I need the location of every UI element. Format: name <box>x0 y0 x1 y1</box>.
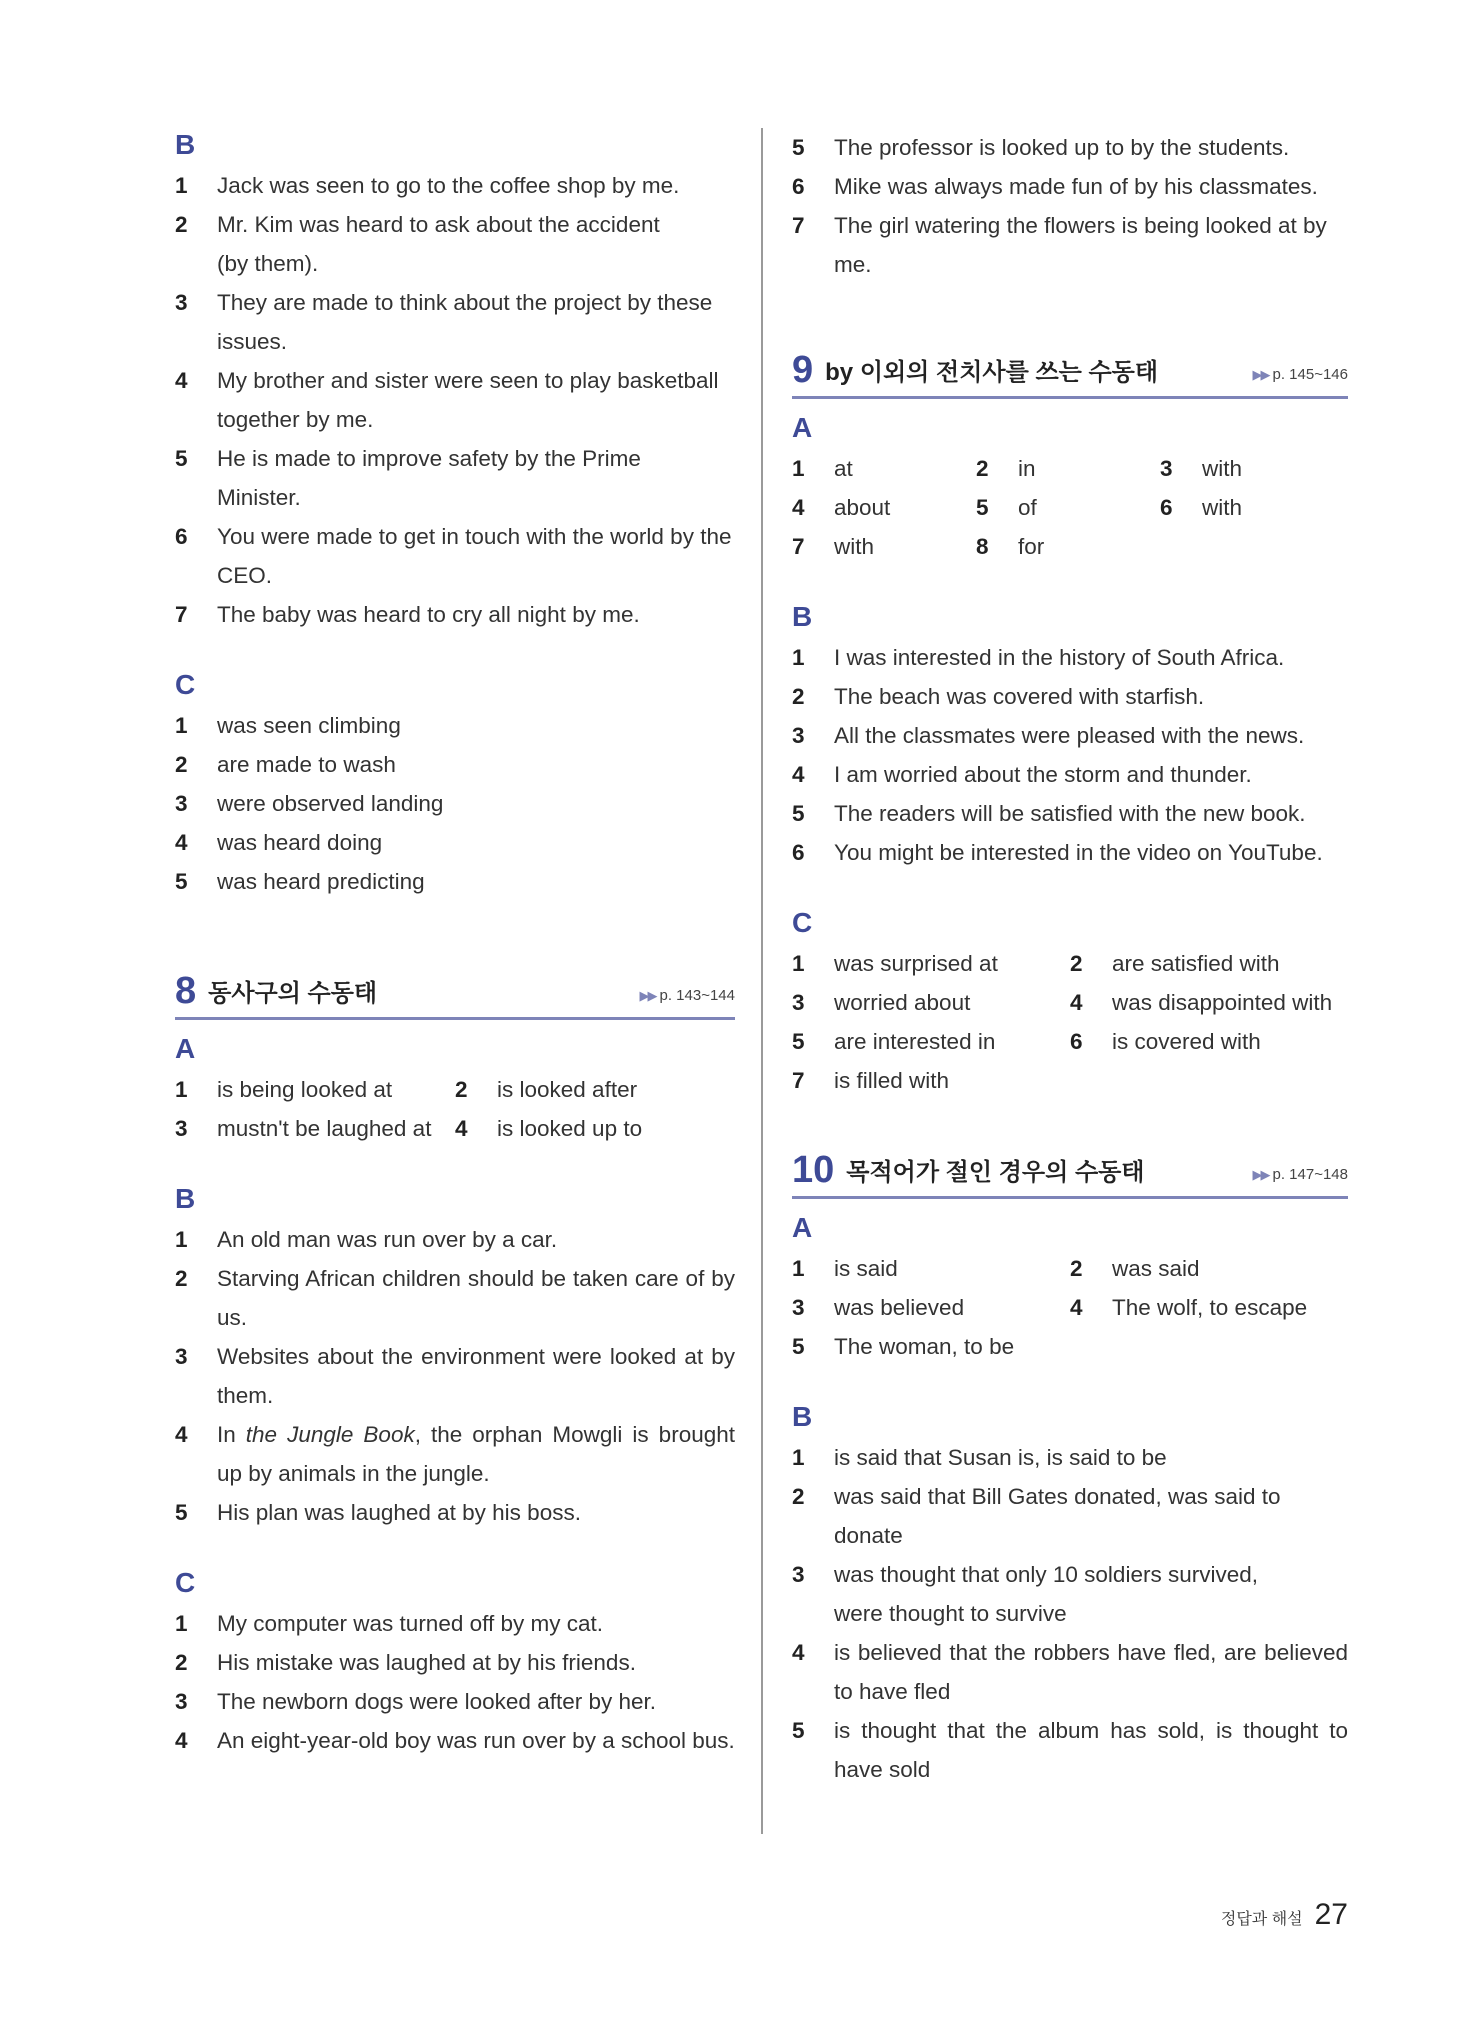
item-number: 3 <box>175 1689 188 1714</box>
item-number: 3 <box>175 1116 188 1141</box>
item-number: 2 <box>792 1484 805 1509</box>
chapter-number: 10 <box>792 1149 835 1191</box>
spacer <box>792 1366 1348 1400</box>
item-number: 5 <box>792 135 805 160</box>
footer-label: 정답과 해설 <box>1220 1911 1303 1928</box>
chapter-8-section-b <box>175 1182 735 1532</box>
item-number: 5 <box>175 869 188 894</box>
item-text: of <box>1018 495 1037 520</box>
item-number: 3 <box>792 723 805 748</box>
list-item <box>175 205 735 283</box>
list-item <box>175 1682 735 1721</box>
list-item <box>175 1493 735 1532</box>
item-text: is said <box>834 1256 898 1281</box>
spacer <box>792 872 1348 906</box>
item-number: 2 <box>792 684 805 709</box>
chapter-title: 목적어가 절인 경우의 수동태 <box>846 1159 1145 1186</box>
section-letter: A <box>792 412 813 443</box>
item-number: 2 <box>175 212 188 237</box>
item-text: My brother and sister were seen to play basketball together by me. <box>217 368 719 432</box>
chapter-8-section-a <box>175 1032 735 1148</box>
item-number: 3 <box>175 791 188 816</box>
left-column <box>175 128 735 1760</box>
list-item <box>175 1643 735 1682</box>
list-item <box>792 1711 1348 1789</box>
item-number: 4 <box>792 762 805 787</box>
grid-item <box>792 944 1070 983</box>
item-number: 6 <box>792 174 805 199</box>
item-number: 3 <box>792 990 805 1015</box>
list-item <box>175 1259 735 1337</box>
item-number: 1 <box>792 1256 805 1281</box>
list-item <box>175 1415 735 1493</box>
item-text: was thought that only 10 soldiers survived, were thought to survive <box>834 1562 1258 1626</box>
page-reference <box>1253 1160 1349 1190</box>
double-arrow-icon: ▶▶ <box>1252 1167 1269 1182</box>
list-item <box>175 784 735 823</box>
page-reference <box>1253 360 1349 390</box>
grid-item <box>175 1070 455 1109</box>
item-text: The wolf, to escape <box>1112 1295 1308 1320</box>
item-number: 5 <box>976 495 989 520</box>
item-text-post: , the orphan Mowgli is brought up by animals in the jungle. <box>217 1422 735 1486</box>
item-text-pre: In <box>217 1422 246 1447</box>
section-letter: A <box>175 1033 196 1064</box>
item-number: 3 <box>175 290 188 315</box>
item-text: Mr. Kim was heard to ask about the accident (by them). <box>217 212 660 276</box>
chapter-number: 9 <box>792 349 814 391</box>
item-text: The woman, to be <box>834 1334 1015 1359</box>
item-number: 5 <box>792 1029 805 1054</box>
page-reference-text: p. 145~146 <box>1272 366 1348 383</box>
page-reference-text: p. 147~148 <box>1272 1166 1348 1183</box>
item-number: 1 <box>792 951 805 976</box>
answer-grid <box>792 449 1348 566</box>
item-text: All the classmates were pleased with the news. <box>834 723 1305 748</box>
section-letter: C <box>175 669 196 700</box>
item-number: 2 <box>455 1077 468 1102</box>
right-column <box>792 128 1348 1789</box>
item-text: were observed landing <box>217 791 444 816</box>
item-number: 2 <box>175 1650 188 1675</box>
chapter-10-header <box>792 1150 1348 1199</box>
item-text: for <box>1018 534 1045 559</box>
grid-item <box>1070 983 1348 1022</box>
item-number: 5 <box>175 446 188 471</box>
list-item <box>175 862 735 901</box>
answer-grid <box>175 1070 735 1148</box>
item-number: 1 <box>175 1077 188 1102</box>
item-text: was disappointed with <box>1112 990 1333 1015</box>
item-text: was heard doing <box>217 830 383 855</box>
chapter-title: by 이외의 전치사를 쓰는 수동태 <box>825 359 1159 386</box>
page-number: 27 <box>1314 1898 1348 1931</box>
list-item <box>175 1604 735 1643</box>
list-item <box>792 1477 1348 1555</box>
item-number: 4 <box>792 1640 805 1665</box>
item-number: 1 <box>175 713 188 738</box>
item-text: are interested in <box>834 1029 996 1054</box>
double-arrow-icon: ▶▶ <box>1252 367 1269 382</box>
list-item <box>792 167 1348 206</box>
item-text: Starving African children should be taken care of by us. <box>217 1266 735 1330</box>
item-number: 7 <box>792 213 805 238</box>
item-number: 5 <box>792 1718 805 1743</box>
item-number: 5 <box>175 1500 188 1525</box>
grid-item <box>976 488 1160 527</box>
item-text: was said that Bill Gates donated, was said to donate <box>834 1484 1281 1548</box>
item-text: An old man was run over by a car. <box>217 1227 558 1252</box>
item-number: 3 <box>792 1295 805 1320</box>
grid-item <box>792 449 976 488</box>
grid-item <box>175 1109 455 1148</box>
chapter-title: 동사구의 수동태 <box>208 980 378 1007</box>
item-text: He is made to improve safety by the Prime Minister. <box>217 446 641 510</box>
item-text: My computer was turned off by my cat. <box>217 1611 603 1636</box>
item-text: is believed that the robbers have fled, are believed to have fled <box>834 1640 1348 1704</box>
item-text: The girl watering the flowers is being looked at by me. <box>834 213 1327 277</box>
grid-item <box>792 1288 1070 1327</box>
item-text: I am worried about the storm and thunder. <box>834 762 1252 787</box>
page-reference <box>640 981 736 1011</box>
item-text: Mike was always made fun of by his classmates. <box>834 174 1318 199</box>
item-number: 3 <box>175 1344 188 1369</box>
item-text: is covered with <box>1112 1029 1261 1054</box>
page-reference-text: p. 143~144 <box>659 987 735 1004</box>
grid-item <box>792 1249 1070 1288</box>
item-text: His plan was laughed at by his boss. <box>217 1500 581 1525</box>
item-text: The readers will be satisfied with the new book. <box>834 801 1306 826</box>
section-letter: B <box>792 1401 813 1432</box>
section-letter: B <box>792 601 813 632</box>
item-text: An eight-year-old boy was run over by a school bus. <box>217 1728 735 1753</box>
item-number: 4 <box>1070 990 1083 1015</box>
item-text: is filled with <box>834 1068 950 1093</box>
item-number: 6 <box>175 524 188 549</box>
item-text: with <box>1202 495 1243 520</box>
chapter-9-section-b <box>792 600 1348 872</box>
item-text: are satisfied with <box>1112 951 1280 976</box>
list-item <box>175 1721 735 1760</box>
item-text: The baby was heard to cry all night by me. <box>217 602 640 627</box>
answer-grid <box>792 944 1348 1100</box>
column-divider <box>761 128 763 1834</box>
item-number: 2 <box>1070 1256 1083 1281</box>
item-text: was believed <box>834 1295 965 1320</box>
item-text: with <box>1202 456 1243 481</box>
item-text: was said <box>1112 1256 1200 1281</box>
item-text: is looked up to <box>497 1116 643 1141</box>
item-number: 4 <box>175 1728 188 1753</box>
spacer <box>175 1532 735 1566</box>
section-c <box>175 668 735 901</box>
item-text: was seen climbing <box>217 713 401 738</box>
list-item <box>175 1337 735 1415</box>
spacer <box>792 1100 1348 1150</box>
list-item <box>175 823 735 862</box>
list-item <box>792 206 1348 284</box>
list-item <box>175 1220 735 1259</box>
grid-item <box>1160 488 1348 527</box>
item-text: are made to wash <box>217 752 396 777</box>
chapter-8-section-c <box>175 1566 735 1760</box>
item-number: 4 <box>455 1116 468 1141</box>
item-text: I was interested in the history of South Africa. <box>834 645 1285 670</box>
item-number: 6 <box>792 840 805 865</box>
section-b <box>175 128 735 634</box>
grid-item <box>1070 1249 1348 1288</box>
list-item <box>175 517 735 595</box>
section-letter: C <box>792 907 813 938</box>
double-arrow-icon: ▶▶ <box>639 988 656 1003</box>
list-item <box>792 1438 1348 1477</box>
item-number: 6 <box>1160 495 1173 520</box>
item-number: 2 <box>175 752 188 777</box>
section-letter: B <box>175 129 196 160</box>
spacer <box>175 901 735 971</box>
item-number: 6 <box>1070 1029 1083 1054</box>
item-text: They are made to think about the project by these issues. <box>217 290 713 354</box>
item-text: Websites about the environment were looked at by them. <box>217 1344 735 1408</box>
list-item <box>792 755 1348 794</box>
list-item <box>175 283 735 361</box>
item-number: 1 <box>175 173 188 198</box>
chapter-9-section-c <box>792 906 1348 1100</box>
item-text: His mistake was laughed at by his friends. <box>217 1650 636 1675</box>
list-item <box>792 833 1348 872</box>
grid-item <box>455 1070 735 1109</box>
item-text: is looked after <box>497 1077 638 1102</box>
item-text: about <box>834 495 891 520</box>
grid-item <box>976 527 1160 566</box>
item-number: 4 <box>175 830 188 855</box>
item-text: You might be interested in the video on YouTube. <box>834 840 1323 865</box>
item-text: worried about <box>834 990 971 1015</box>
grid-item <box>792 1327 1070 1366</box>
section-letter: C <box>175 1567 196 1598</box>
list-item <box>175 706 735 745</box>
item-number: 7 <box>175 602 188 627</box>
item-text: with <box>834 534 875 559</box>
item-number: 2 <box>976 456 989 481</box>
list-item <box>175 595 735 634</box>
item-number: 1 <box>175 1611 188 1636</box>
list-item <box>175 439 735 517</box>
item-number: 1 <box>792 645 805 670</box>
item-text: in <box>1018 456 1036 481</box>
grid-item <box>1070 1288 1348 1327</box>
item-number: 5 <box>792 1334 805 1359</box>
spacer <box>175 1148 735 1182</box>
section-letter: B <box>175 1183 196 1214</box>
grid-item <box>1070 944 1348 983</box>
item-number: 1 <box>792 456 805 481</box>
book-title: the Jungle Book <box>245 1422 415 1447</box>
chapter-number: 8 <box>175 970 197 1012</box>
list-item <box>792 677 1348 716</box>
item-number: 2 <box>1070 951 1083 976</box>
chapter-10-section-b <box>792 1400 1348 1789</box>
item-number: 2 <box>175 1266 188 1291</box>
list-item <box>792 638 1348 677</box>
grid-item <box>1070 1022 1348 1061</box>
grid-item <box>792 1022 1070 1061</box>
grid-item <box>792 527 976 566</box>
section-letter: A <box>792 1212 813 1243</box>
spacer <box>792 566 1348 600</box>
item-number: 4 <box>175 1422 188 1447</box>
chapter-9-header <box>792 350 1348 399</box>
list-item <box>792 128 1348 167</box>
item-text: The newborn dogs were looked after by her. <box>217 1689 657 1714</box>
grid-item <box>1160 449 1348 488</box>
item-text: You were made to get in touch with the world by the CEO. <box>217 524 732 588</box>
item-text: The professor is looked up to by the students. <box>834 135 1290 160</box>
item-number: 5 <box>792 801 805 826</box>
chapter-8-header <box>175 971 735 1020</box>
list-item <box>175 166 735 205</box>
item-text: was heard predicting <box>217 869 425 894</box>
spacer <box>175 634 735 668</box>
item-number: 3 <box>1160 456 1173 481</box>
item-text: The beach was covered with starfish. <box>834 684 1205 709</box>
list-item <box>792 1633 1348 1711</box>
item-text: was surprised at <box>834 951 998 976</box>
list-item <box>792 1555 1348 1633</box>
item-number: 3 <box>792 1562 805 1587</box>
item-number: 7 <box>792 1068 805 1093</box>
list-item <box>792 794 1348 833</box>
item-text: mustn't be laughed at <box>217 1116 432 1141</box>
item-text: Jack was seen to go to the coffee shop by me. <box>217 173 680 198</box>
grid-item <box>792 488 976 527</box>
item-text: is being looked at <box>217 1077 393 1102</box>
continued-items <box>792 128 1348 284</box>
item-text: at <box>834 456 853 481</box>
chapter-10-section-a <box>792 1211 1348 1366</box>
list-item <box>175 361 735 439</box>
item-number: 4 <box>175 368 188 393</box>
item-text <box>217 1415 735 1493</box>
answer-grid <box>792 1249 1348 1366</box>
grid-item <box>792 1061 1070 1100</box>
item-number: 4 <box>1070 1295 1083 1320</box>
list-item <box>175 745 735 784</box>
item-number: 1 <box>792 1445 805 1470</box>
item-number: 1 <box>175 1227 188 1252</box>
item-number: 4 <box>792 495 805 520</box>
item-text: is said that Susan is, is said to be <box>834 1445 1167 1470</box>
item-number: 7 <box>792 534 805 559</box>
chapter-9-section-a <box>792 411 1348 566</box>
grid-item <box>976 449 1160 488</box>
grid-item <box>792 983 1070 1022</box>
spacer <box>792 284 1348 350</box>
list-item <box>792 716 1348 755</box>
page-footer <box>1221 1898 1348 1932</box>
item-number: 8 <box>976 534 989 559</box>
item-text: is thought that the album has sold, is thought to have sold <box>834 1718 1348 1782</box>
grid-item <box>455 1109 735 1148</box>
